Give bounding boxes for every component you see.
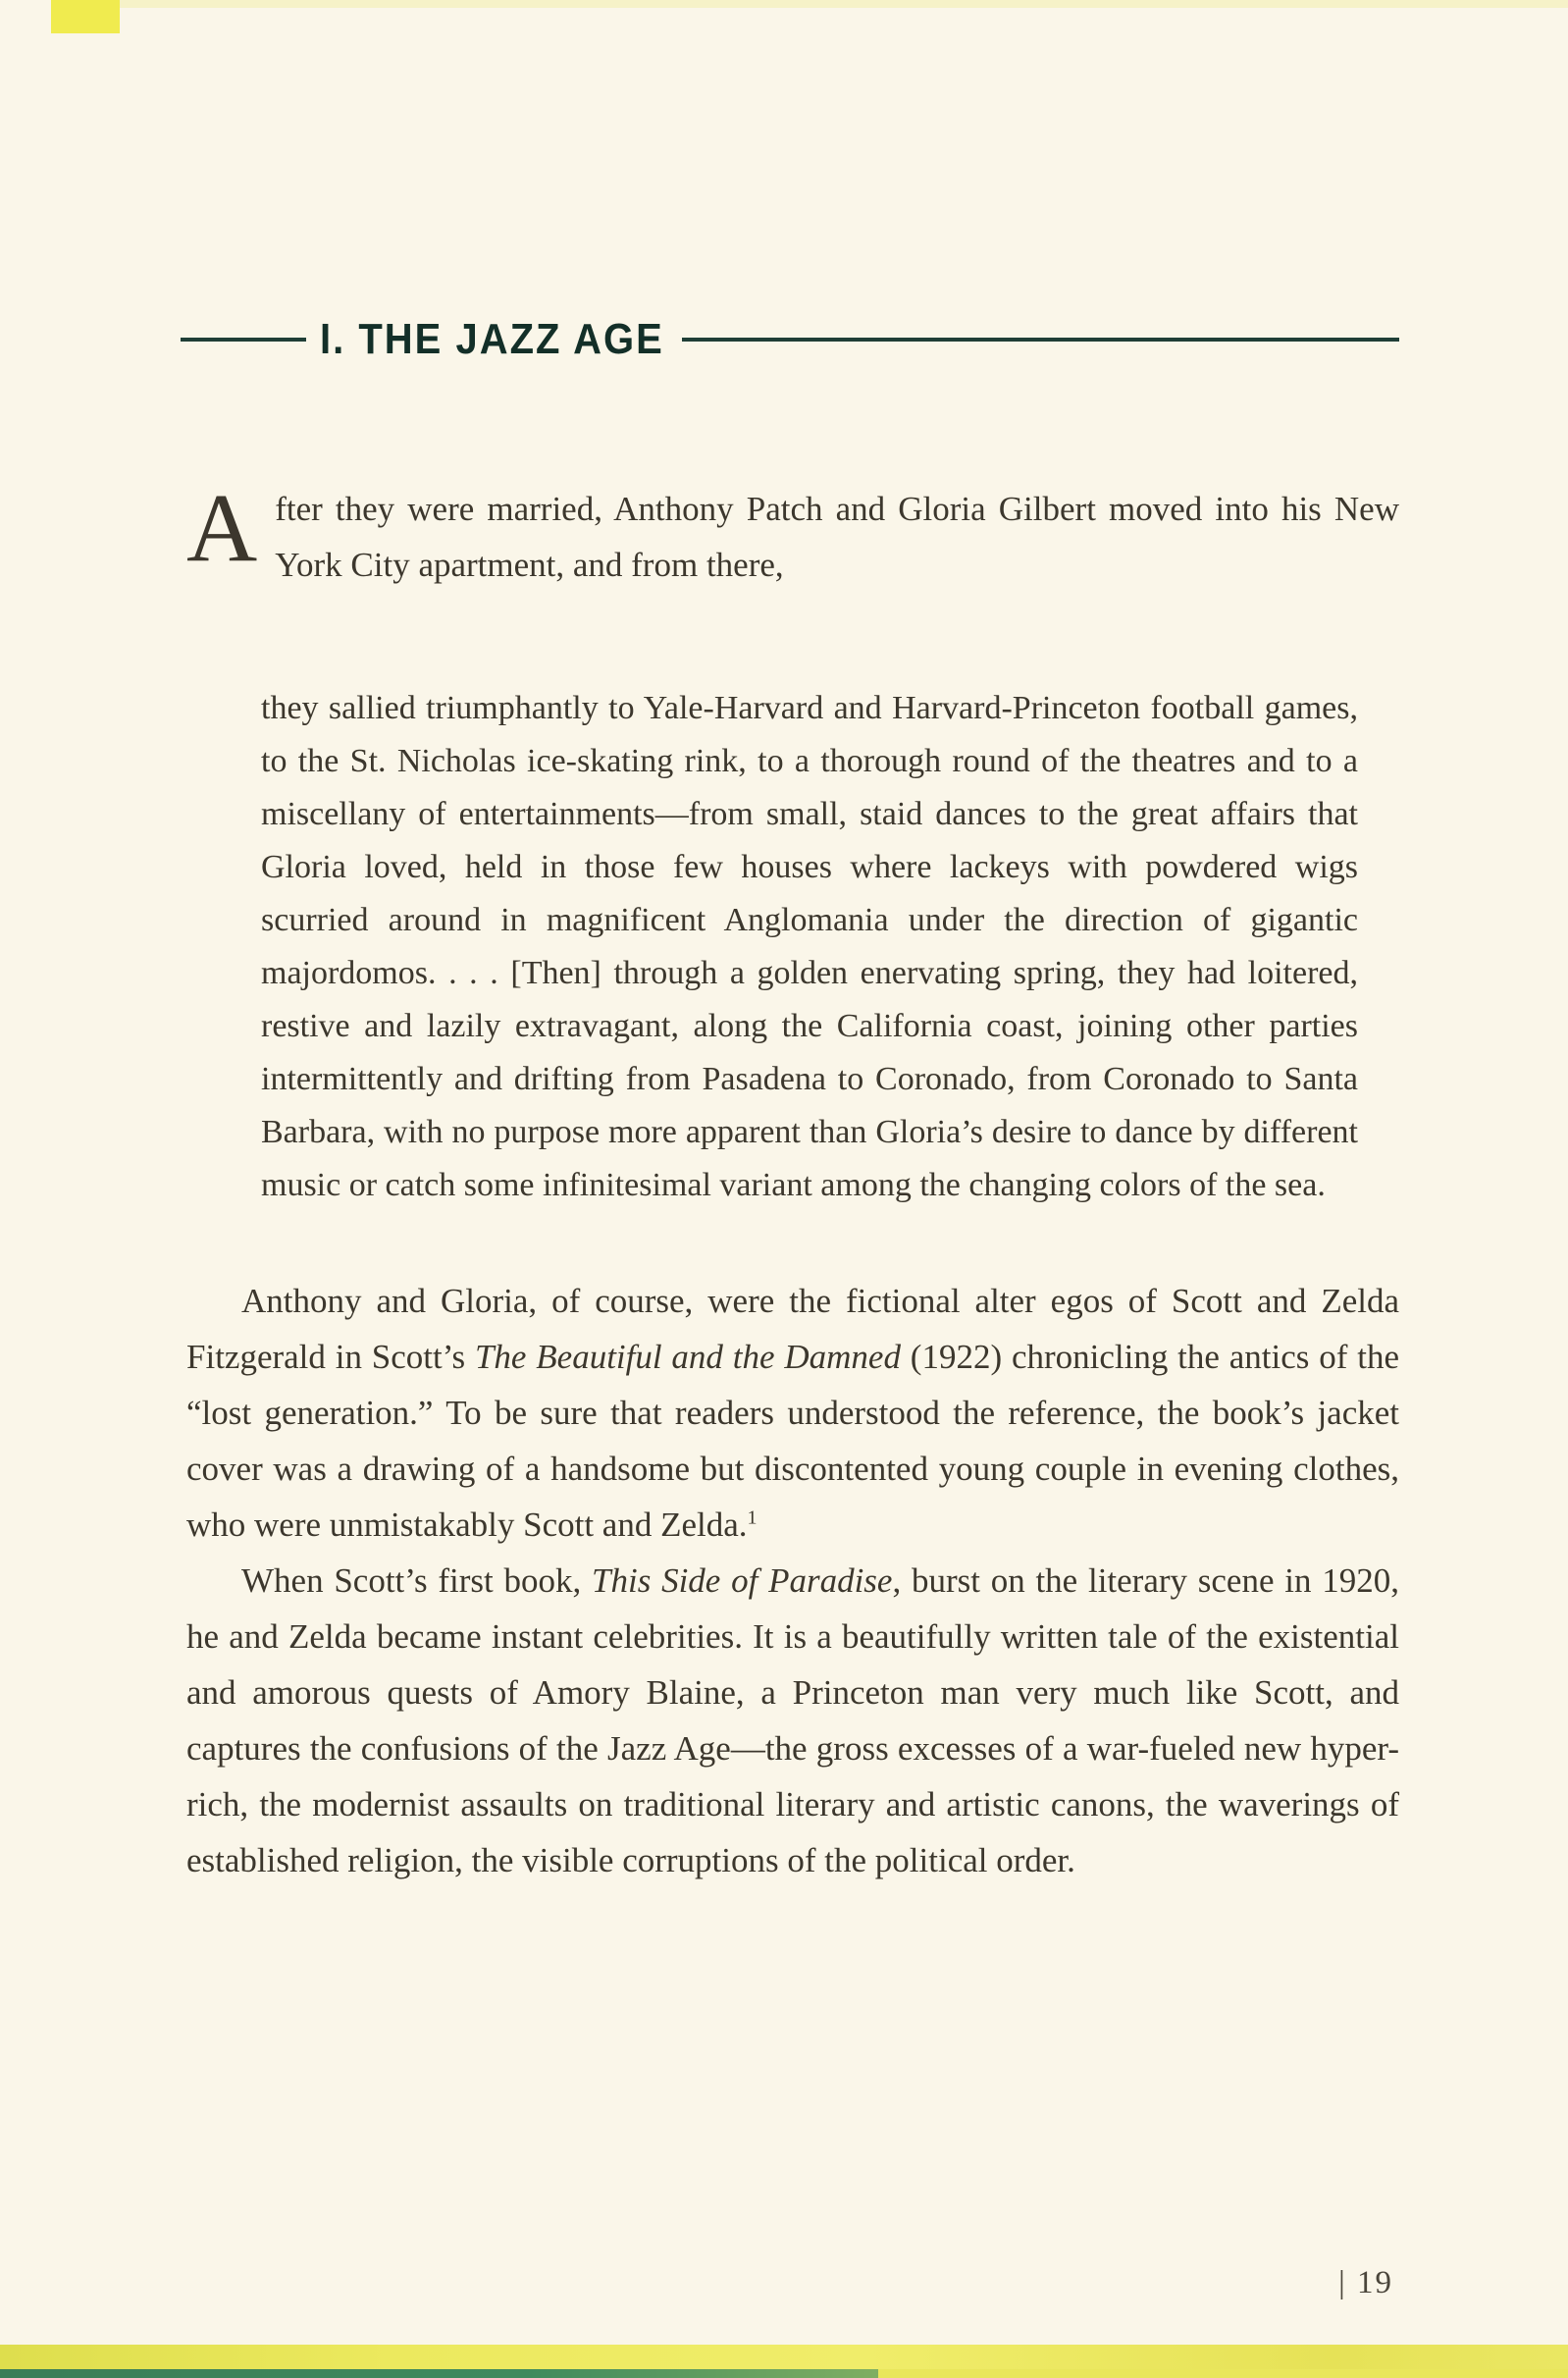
- chapter-title: I. THE JAZZ AGE: [320, 315, 664, 363]
- scan-edge-artifact-bottom-dark: [0, 2369, 878, 2378]
- paragraph-commentary-seg2: (1922) chronicling the antics of the “lost generation.” To be sure that readers understood the reference, the book’s jacket cover was a drawing of a handsome but discontented young couple in evening clothes, who were unmistakably Scott and Zelda.: [186, 1338, 1399, 1544]
- scan-edge-artifact-bottom: [0, 2345, 1568, 2370]
- book-title-this-side-of-paradise: This Side of Paradise: [592, 1561, 893, 1600]
- paragraph-paradise-seg2: , burst on the literary scene in 1920, he and Zelda became instant celebrities. It is a beautifully written tale of the existential and amorous quests of Amory Blaine, a Princeton man very much like Scott, and captures the confusions of the Jazz Age—the gross excesses of a war-fueled new hyper-rich, the modernist assaults on traditional literary and artistic canons, the waverings of established religion, the visible corruptions of the political order.: [186, 1561, 1399, 1879]
- heading-rule-right: [682, 338, 1399, 342]
- opening-paragraph: [186, 473, 1399, 593]
- heading-rule-left: [181, 338, 306, 342]
- drop-cap: A: [186, 473, 258, 582]
- scan-edge-artifact-bottom-light: [878, 2369, 1568, 2378]
- scan-edge-artifact-top: [120, 0, 1568, 8]
- page-content: [186, 314, 1399, 1888]
- page-number: | 19: [1338, 2265, 1393, 2300]
- paragraph-commentary: [186, 1273, 1399, 1553]
- book-title-beautiful-and-damned: The Beautiful and the Damned: [474, 1338, 901, 1376]
- paragraph-paradise-seg1: When Scott’s first book,: [241, 1561, 593, 1600]
- chapter-heading-row: [181, 314, 1399, 365]
- footnote-marker: 1: [747, 1506, 758, 1529]
- scan-edge-artifact-top-left: [51, 0, 120, 33]
- block-quote: they sallied triumphantly to Yale-Harvard and Harvard-Princeton football games, to the St. Nicholas ice-skating rink, to a thorough round of the theatres and to a miscellany of entertainments—from small, staid dances to the great affairs that Gloria loved, held in those few houses where lackeys with powdered wigs scurried around in magnificent Anglomania under the direction of gigantic majordomos. . . . [Then] through a golden enervating spring, they had loitered, restive and lazily extravagant, along the California coast, joining other parties intermittently and drifting from Pasadena to Coronado, from Coronado to Santa Barbara, with no purpose more apparent than Gloria’s desire to dance by different music or catch some infinitesimal variant among the changing colors of the sea.: [261, 690, 1358, 1203]
- paragraph-commentary-seg1: Anthony and Gloria, of course, were the fictional alter egos of Scott and Zelda Fitzgerald in Scott’s: [186, 1282, 1399, 1376]
- opening-paragraph-text: fter they were married, Anthony Patch and Gloria Gilbert moved into his New York City apartment, and from there,: [275, 490, 1399, 584]
- paragraph-paradise: [186, 1553, 1399, 1888]
